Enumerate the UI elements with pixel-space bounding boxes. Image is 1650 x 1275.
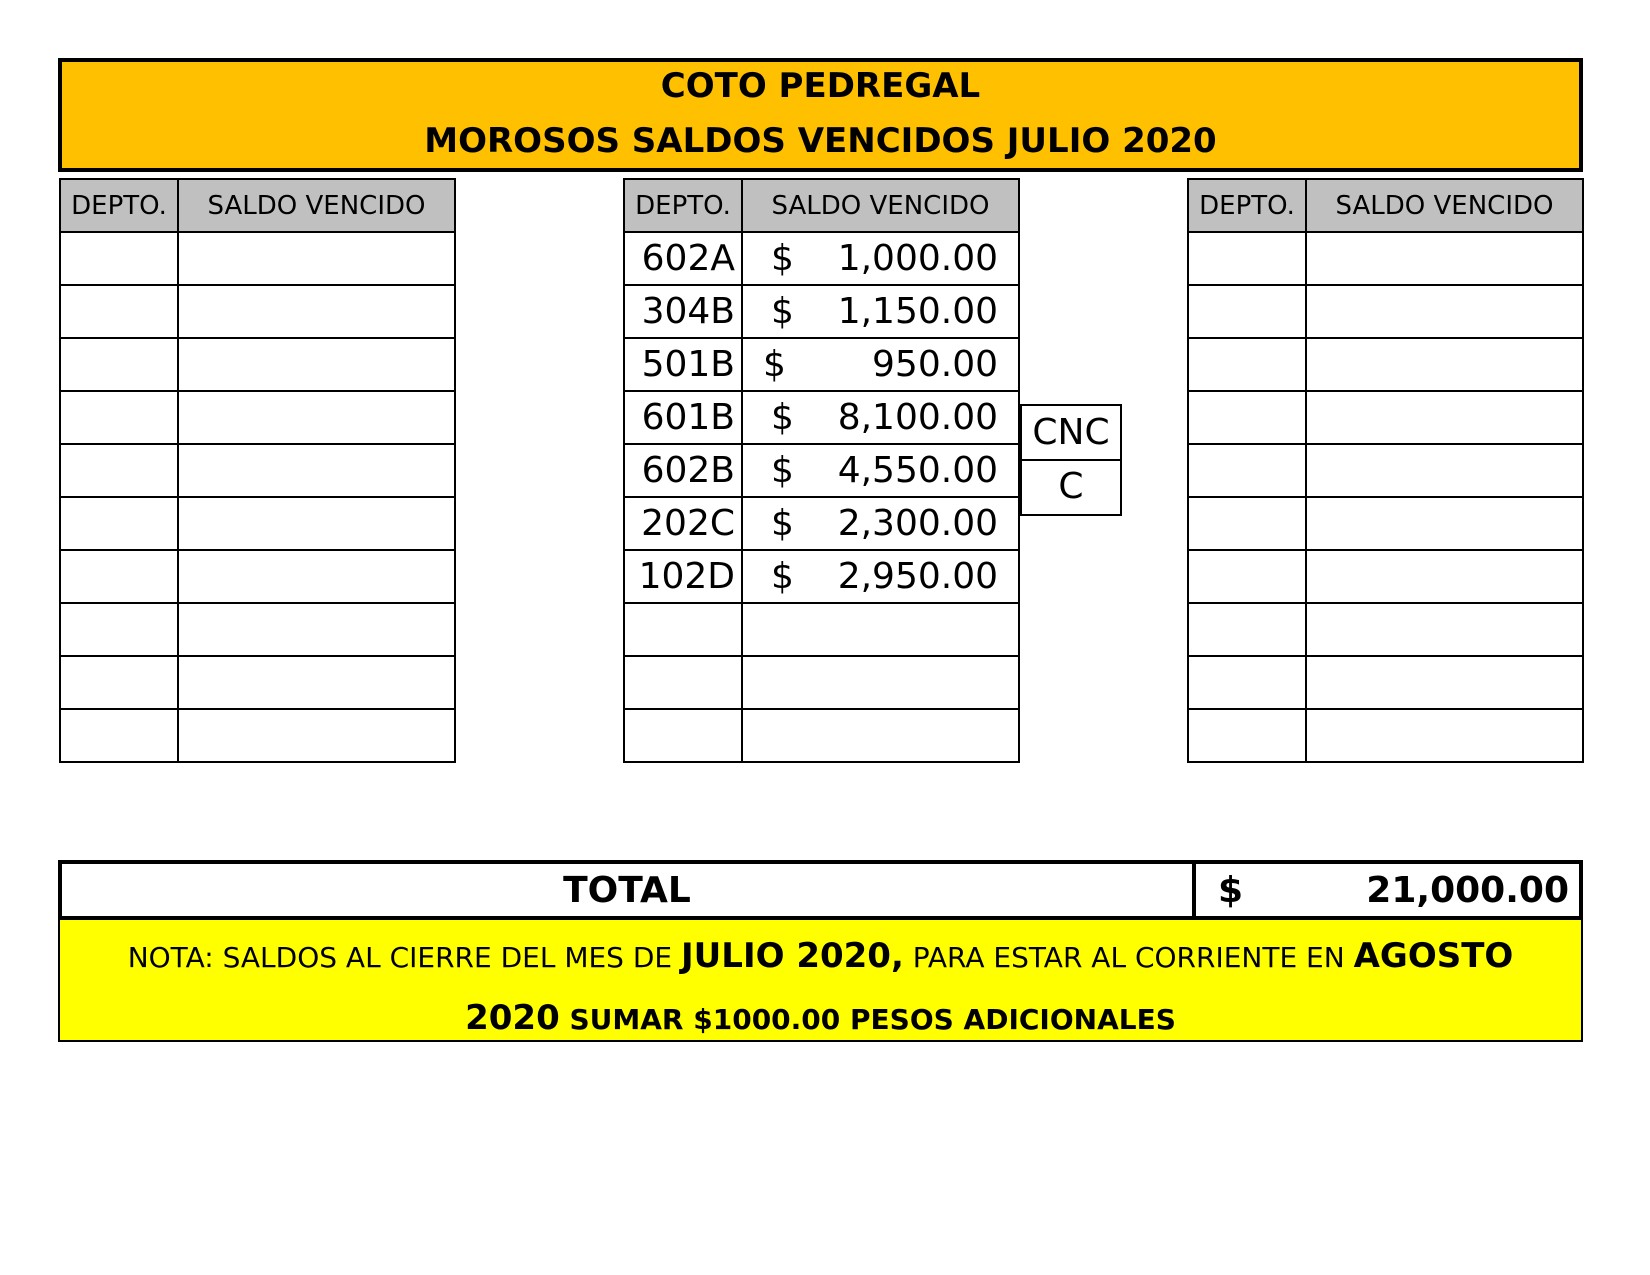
depto-cell[interactable] <box>1188 391 1306 444</box>
amount-value: 2,950.00 <box>837 556 998 597</box>
saldo-cell[interactable] <box>178 338 455 391</box>
column-header-saldo: SALDO VENCIDO <box>178 179 455 232</box>
depto-cell[interactable] <box>1188 285 1306 338</box>
amount-value: 1,150.00 <box>837 291 998 332</box>
amount-value: 4,550.00 <box>837 450 998 491</box>
saldo-cell[interactable] <box>1306 603 1583 656</box>
amount-value: 950.00 <box>872 344 998 385</box>
depto-cell[interactable] <box>60 709 178 762</box>
table-left <box>59 178 456 763</box>
saldo-cell[interactable] <box>1306 338 1583 391</box>
depto-cell[interactable] <box>1188 338 1306 391</box>
table-row <box>60 391 455 444</box>
table-row <box>60 709 455 762</box>
table-row <box>1188 497 1583 550</box>
saldo-cell[interactable] <box>1306 285 1583 338</box>
column-header-depto: DEPTO. <box>1188 179 1306 232</box>
depto-cell[interactable]: 501B <box>624 338 742 391</box>
table-row <box>1188 603 1583 656</box>
amount-value: 1,000.00 <box>837 238 998 279</box>
saldo-cell[interactable] <box>1306 391 1583 444</box>
table-row <box>60 603 455 656</box>
page-subtitle: MOROSOS SALDOS VENCIDOS JULIO 2020 <box>424 121 1217 161</box>
table-middle <box>623 178 1020 763</box>
currency-symbol: $ <box>771 503 794 544</box>
table-row <box>624 391 1019 444</box>
note-band <box>58 920 1583 1042</box>
currency-symbol: $ <box>771 397 794 438</box>
saldo-cell[interactable] <box>178 444 455 497</box>
saldo-cell[interactable] <box>178 550 455 603</box>
depto-cell[interactable] <box>624 709 742 762</box>
table-row <box>1188 391 1583 444</box>
total-row <box>58 860 1583 920</box>
saldo-cell[interactable] <box>178 285 455 338</box>
table-row <box>60 656 455 709</box>
table-row <box>624 550 1019 603</box>
depto-cell[interactable] <box>60 656 178 709</box>
table-row <box>60 444 455 497</box>
depto-cell[interactable]: 602B <box>624 444 742 497</box>
note-cell-cnc[interactable]: CNC <box>1020 404 1122 461</box>
depto-cell[interactable] <box>60 391 178 444</box>
depto-cell[interactable] <box>624 603 742 656</box>
saldo-cell[interactable] <box>178 709 455 762</box>
note-text-1: NOTA: SALDOS AL CIERRE DEL MES DE <box>127 941 682 974</box>
saldo-cell[interactable] <box>742 232 1019 285</box>
table-row <box>624 444 1019 497</box>
note-text-next-month: AGOSTO 2020 <box>465 936 1514 1038</box>
table-row <box>624 497 1019 550</box>
depto-cell[interactable]: 102D <box>624 550 742 603</box>
depto-cell[interactable] <box>1188 709 1306 762</box>
table-row <box>624 603 1019 656</box>
currency-symbol: $ <box>771 238 794 279</box>
depto-cell[interactable] <box>60 338 178 391</box>
saldo-cell[interactable] <box>178 391 455 444</box>
page-title: COTO PEDREGAL <box>660 66 981 106</box>
column-header-depto: DEPTO. <box>60 179 178 232</box>
table-header-row <box>60 179 455 232</box>
saldo-cell[interactable] <box>178 603 455 656</box>
column-header-saldo: SALDO VENCIDO <box>742 179 1019 232</box>
saldo-cell[interactable] <box>178 232 455 285</box>
column-header-depto: DEPTO. <box>624 179 742 232</box>
table-row <box>624 656 1019 709</box>
depto-cell[interactable] <box>60 444 178 497</box>
saldo-cell[interactable] <box>178 497 455 550</box>
depto-cell[interactable]: 202C <box>624 497 742 550</box>
total-label: TOTAL <box>62 864 1196 916</box>
table-row <box>1188 550 1583 603</box>
table-right <box>1187 178 1584 763</box>
table-row <box>60 285 455 338</box>
note-cell-c[interactable]: C <box>1020 459 1122 516</box>
depto-cell[interactable] <box>1188 656 1306 709</box>
title-band <box>58 58 1583 172</box>
depto-cell[interactable]: 602A <box>624 232 742 285</box>
table-row <box>60 497 455 550</box>
table-header-row <box>1188 179 1583 232</box>
currency-symbol: $ <box>771 556 794 597</box>
table-row <box>1188 338 1583 391</box>
saldo-cell[interactable] <box>742 391 1019 444</box>
table-row <box>1188 709 1583 762</box>
column-header-saldo: SALDO VENCIDO <box>1306 179 1583 232</box>
saldo-cell[interactable] <box>1306 550 1583 603</box>
table-row <box>60 550 455 603</box>
depto-cell[interactable] <box>1188 444 1306 497</box>
depto-cell[interactable] <box>624 656 742 709</box>
note-text-month: JULIO 2020, <box>681 936 904 976</box>
table-row <box>624 338 1019 391</box>
saldo-cell[interactable] <box>742 550 1019 603</box>
table-row <box>624 285 1019 338</box>
table-row <box>1188 285 1583 338</box>
note-text-2: PARA ESTAR AL CORRIENTE EN <box>903 941 1354 974</box>
depto-cell[interactable]: 601B <box>624 391 742 444</box>
table-row <box>1188 444 1583 497</box>
depto-cell[interactable] <box>60 232 178 285</box>
depto-cell[interactable] <box>1188 550 1306 603</box>
depto-cell[interactable] <box>60 497 178 550</box>
saldo-cell[interactable] <box>742 603 1019 656</box>
total-amount: 21,000.00 <box>1366 869 1569 911</box>
total-currency: $ <box>1218 869 1244 911</box>
saldo-cell[interactable] <box>742 497 1019 550</box>
amount-value: 2,300.00 <box>837 503 998 544</box>
saldo-cell[interactable] <box>742 444 1019 497</box>
table-row <box>624 232 1019 285</box>
saldo-cell[interactable] <box>1306 709 1583 762</box>
table-row <box>1188 656 1583 709</box>
saldo-cell[interactable] <box>178 656 455 709</box>
saldo-cell[interactable] <box>742 656 1019 709</box>
saldo-cell[interactable] <box>1306 232 1583 285</box>
saldo-cell[interactable] <box>742 285 1019 338</box>
currency-symbol: $ <box>771 291 794 332</box>
total-value-cell[interactable] <box>1196 864 1579 916</box>
saldo-cell[interactable] <box>742 709 1019 762</box>
table-header-row <box>624 179 1019 232</box>
saldo-cell[interactable] <box>1306 656 1583 709</box>
saldo-cell[interactable] <box>742 338 1019 391</box>
saldo-cell[interactable] <box>1306 444 1583 497</box>
depto-cell[interactable] <box>1188 232 1306 285</box>
table-row <box>624 709 1019 762</box>
table-row <box>60 338 455 391</box>
table-row <box>1188 232 1583 285</box>
depto-cell[interactable] <box>60 285 178 338</box>
currency-symbol: $ <box>763 344 786 385</box>
note-text-3: SUMAR $1000.00 PESOS ADICIONALES <box>559 1003 1176 1036</box>
currency-symbol: $ <box>771 450 794 491</box>
saldo-cell[interactable] <box>1306 497 1583 550</box>
depto-cell[interactable]: 304B <box>624 285 742 338</box>
depto-cell[interactable] <box>1188 603 1306 656</box>
table-row <box>60 232 455 285</box>
depto-cell[interactable] <box>60 603 178 656</box>
depto-cell[interactable] <box>1188 497 1306 550</box>
depto-cell[interactable] <box>60 550 178 603</box>
amount-value: 8,100.00 <box>837 397 998 438</box>
